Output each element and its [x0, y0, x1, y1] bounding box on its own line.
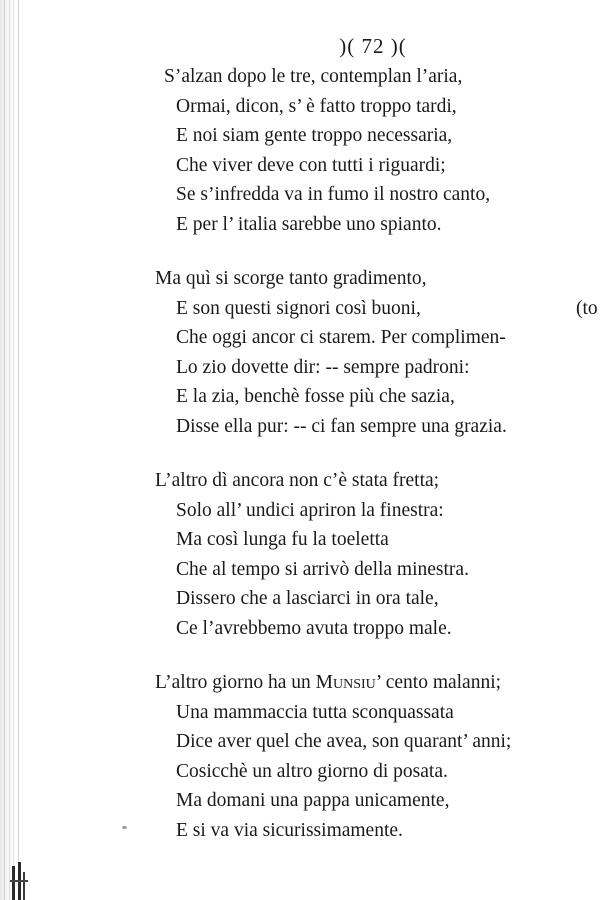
hyphen-carryover-note: (to — [576, 297, 598, 319]
verse-line: L’altro dì ancora non c’è stata fretta; — [155, 470, 440, 491]
stanza-3 — [0, 466, 616, 643]
verse-line: Una mammaccia tutta sconquassata — [176, 701, 454, 723]
verse-line: Dice aver quel che avea, son quarant’ anni; — [176, 731, 512, 752]
verse-line: Dissero che a lasciarci in ora tale, — [176, 588, 439, 609]
verse-line-text: E son questi signori così buoni, — [176, 297, 421, 319]
stanza-1 — [0, 62, 616, 239]
verse-line: Ma domani una pappa unicamente, — [176, 790, 450, 811]
verse-line-text: L’altro giorno ha un — [155, 672, 316, 693]
verse-line-text: ’ cento malanni; — [375, 672, 502, 693]
verse-line: Ma così lunga fu la toeletta — [176, 529, 389, 550]
verse-line — [0, 668, 616, 698]
verse-line: Solo all’ undici apriron la finestra: — [176, 499, 444, 521]
verse-line: Cosicchè un altro giorno di posata. — [176, 760, 448, 782]
verse-line: E si va via sicurissimamente. — [176, 819, 403, 841]
stanza-4 — [0, 668, 616, 845]
verse-line: E la zia, benchè fosse più che sazia, — [176, 386, 455, 407]
verse-line: Se s’infredda va in fumo il nostro canto, — [176, 184, 491, 205]
verse-line — [0, 294, 616, 324]
verse-line: Che viver deve con tutti i riguardi; — [176, 154, 446, 176]
poem-body — [0, 62, 616, 870]
verse-line: S’alzan dopo le tre, contemplan l’aria, — [164, 66, 463, 87]
verse-line: Che oggi ancor ci starem. Per complimen- — [176, 327, 506, 348]
stanza-2 — [0, 264, 616, 441]
verse-line: Ma quì si scorge tanto gradimento, — [155, 268, 427, 289]
verse-line: E per l’ italia sarebbe uno spianto. — [176, 213, 442, 235]
page-number: )( 72 )( — [339, 34, 407, 58]
verse-line: Lo zio dovette dir: -- sempre padroni: — [176, 356, 470, 378]
verse-line: Che al tempo si arrivò della minestra. — [176, 558, 469, 580]
verse-line: Ce l’avrebbemo avuta troppo male. — [176, 617, 452, 639]
smallcaps-name: Munsiu — [315, 672, 376, 693]
verse-line: E noi siam gente troppo necessaria, — [176, 125, 453, 146]
verse-line: Ormai, dicon, s’ è fatto troppo tardi, — [176, 95, 457, 117]
verse-line: Disse ella pur: -- ci fan sempre una grazia. — [176, 415, 507, 437]
